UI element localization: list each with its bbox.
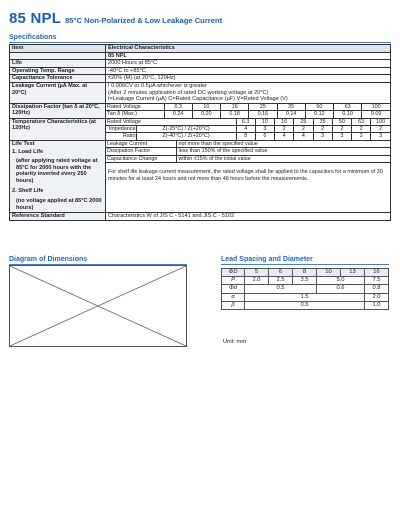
- lead-diameter-symbol: ΦD: [222, 269, 245, 277]
- criteria-name: Capacitance Change: [106, 155, 176, 162]
- life-test-title: Life Test: [12, 140, 35, 147]
- temperature-voltage: 35: [313, 119, 332, 126]
- dissipation-voltage: 10: [192, 104, 220, 111]
- missing-image-cross-icon: [10, 266, 186, 346]
- lead-p-symbol: P: [222, 277, 245, 285]
- life-test-value: [106, 140, 391, 212]
- dissipation-voltage: 63: [334, 104, 362, 111]
- characteristics-header: Electrical Characteristics: [106, 45, 391, 53]
- impedance-value: 3: [352, 133, 371, 140]
- criteria-row: [106, 155, 390, 162]
- lead-value: 1.0: [365, 301, 389, 309]
- reference-label: Reference Standard: [10, 213, 106, 221]
- series-row: [10, 52, 391, 60]
- dimension-diagram-placeholder: [9, 265, 187, 347]
- criteria-value: within ±15% of the initial value: [176, 155, 390, 162]
- lead-alpha-symbol: α: [222, 293, 245, 301]
- tan-delta-label: Tan δ (Max.): [106, 111, 164, 118]
- dissipation-voltage: 100: [362, 104, 390, 111]
- lead-beta-row: [222, 301, 389, 309]
- lead-value: 0.6: [317, 285, 365, 293]
- specifications-rule: [9, 42, 391, 43]
- temp-range-row: [10, 67, 391, 75]
- temp-range-label: Operating Temp. Range: [10, 67, 106, 75]
- impedance-value: 3: [255, 125, 274, 132]
- dissipation-voltage: 16: [221, 104, 249, 111]
- dissipation-voltage-label: Rated Voltage: [107, 103, 141, 110]
- life-test-label: [10, 140, 106, 212]
- lead-value: 7.5: [365, 277, 389, 285]
- tan-delta-value: 0.20: [192, 111, 220, 118]
- impedance-condition-40: Z(-40°C) / Z(+20°C): [136, 133, 236, 140]
- impedance-value: 2: [332, 125, 351, 132]
- dissipation-row: [10, 103, 391, 118]
- temperature-table: [106, 119, 390, 140]
- lead-d-row: [222, 285, 389, 293]
- dissipation-table: [106, 104, 390, 118]
- criteria-name: Dissipation Factor: [106, 148, 176, 155]
- leakage-label: Leakage Current (µA Max. at 20°C): [10, 82, 106, 103]
- load-life-title: 1. Load Life: [12, 149, 44, 156]
- diagram-heading: Diagram of Dimensions: [9, 256, 88, 263]
- lead-value: 0.5: [245, 285, 317, 293]
- criteria-name: Leakage Current: [107, 140, 148, 147]
- impedance-condition-25: Z(-25°C) / Z(+20°C): [136, 125, 236, 132]
- criteria-value: not more than the specified value: [176, 141, 390, 148]
- impedance-value: 4: [236, 125, 255, 132]
- lead-diameter: 13: [341, 269, 365, 277]
- lead-diameter: 8: [293, 269, 317, 277]
- temperature-voltage: 63: [352, 119, 371, 126]
- specifications-table: [9, 44, 391, 221]
- leakage-legend: I=Leakage Current (µA) C=Rated Capacitance (µF) V=Rated Voltage (V): [108, 96, 288, 103]
- impedance-value: 2: [294, 125, 313, 132]
- lead-p-row: [222, 277, 389, 285]
- tolerance-label: Capacitance Tolerance: [10, 75, 106, 83]
- lead-rule: [221, 264, 389, 265]
- temperature-label: Temperature Characteristics (at 120Hz): [10, 118, 106, 140]
- dissipation-voltage: 35: [277, 104, 305, 111]
- impedance-value: 8: [236, 133, 255, 140]
- dissipation-tan-row: [106, 111, 390, 118]
- tan-delta-value: 0.24: [164, 111, 192, 118]
- specifications-heading: Specifications: [9, 34, 57, 41]
- lead-value: 1.5: [245, 293, 365, 301]
- lead-diameter: 5: [245, 269, 269, 277]
- dissipation-voltage: 6.3: [164, 104, 192, 111]
- lead-header-row: [222, 269, 389, 277]
- lead-heading: Lead Spacing and Diameter: [221, 256, 313, 263]
- life-label: Life: [10, 60, 106, 68]
- load-life-description: (after applying rated voltage at 85°C for 2000 hours with the polarity inverted every 250 hours): [16, 157, 98, 184]
- lead-value: 0.5: [245, 301, 365, 309]
- dissipation-label: Dissipation Factor (tan δ at 20°C, 120Hz): [10, 103, 106, 118]
- temperature-voltage: 100: [371, 119, 390, 126]
- lead-diameter: 6: [269, 269, 293, 277]
- tolerance-value: ±20% (M) (at 20°C, 120Hz): [106, 75, 391, 83]
- spec-header-row: [10, 45, 391, 53]
- temperature-voltage-row: [106, 119, 390, 126]
- tan-delta-value: 0.18: [221, 111, 249, 118]
- impedance-label: Impedance: [106, 125, 136, 132]
- lead-value: 0.8: [365, 285, 389, 293]
- lead-value: 2.5: [269, 277, 293, 285]
- lead-diameter: 16: [365, 269, 389, 277]
- model-name: 85 NPL: [9, 10, 62, 27]
- shelf-life-description: (no voltage applied at 85°C 2000 hours): [16, 197, 102, 211]
- impedance-value: 3: [332, 133, 351, 140]
- life-test-criteria-table: [106, 141, 390, 162]
- leakage-condition: (After 2 minutes application of rated DC working voltage at 20°C): [108, 89, 269, 96]
- tan-delta-value: 0.14: [277, 111, 305, 118]
- temperature-voltage-label: Rated Voltage: [107, 118, 141, 125]
- temp-range-value: -40°C to +85°C: [106, 67, 391, 75]
- lead-d-symbol: Φd: [222, 285, 245, 293]
- impedance-value: 2: [275, 125, 294, 132]
- reference-row: [10, 213, 391, 221]
- temperature-voltage: 10: [255, 119, 274, 126]
- series-label: [10, 52, 106, 60]
- dissipation-voltage-row: [106, 104, 390, 111]
- tolerance-row: [10, 75, 391, 83]
- series-value: 85 NPL: [106, 52, 391, 60]
- temperature-voltage: 25: [294, 119, 313, 126]
- lead-unit: Unit: mm: [223, 339, 247, 345]
- dissipation-voltage: 25: [249, 104, 277, 111]
- impedance-row-40: [106, 133, 390, 140]
- dissipation-voltage: 50: [305, 104, 333, 111]
- tan-delta-value: 0.10: [334, 111, 362, 118]
- impedance-value: 2: [371, 125, 390, 132]
- temperature-value: [106, 118, 391, 140]
- temperature-voltage: 6.3: [236, 119, 255, 126]
- shelf-life-title: 2. Shelf Life: [12, 188, 44, 195]
- criteria-value: less than 150% of the specified value: [176, 148, 390, 155]
- lead-beta-symbol: β: [222, 301, 245, 309]
- life-row: [10, 60, 391, 68]
- leakage-value: [106, 82, 391, 103]
- shelf-life-note: For shelf life leakage current measurement, the rated voltage shall be applied to the capacitors for a minimum of 30 minutes for at least 24 hours and not more than 48 hours before the measurements.: [106, 162, 390, 184]
- lead-value: 2.0: [245, 277, 269, 285]
- tan-delta-value: 0.12: [305, 111, 333, 118]
- lead-value: 5.0: [317, 277, 365, 285]
- reference-value: Characteristics W of JIS C - 5141 and JIS C - 5102: [106, 213, 391, 221]
- tan-delta-value: 0.16: [249, 111, 277, 118]
- lead-spacing-table: [221, 268, 389, 310]
- temperature-voltage: 50: [332, 119, 351, 126]
- criteria-row: [106, 141, 390, 148]
- lead-diameter: 10: [317, 269, 341, 277]
- leakage-row: [10, 82, 391, 103]
- model-subtitle: 85°C Non-Polarized & Low Leakage Current: [65, 16, 223, 25]
- temperature-voltage: 16: [275, 119, 294, 126]
- lead-value: 3.5: [293, 277, 317, 285]
- impedance-row-25: [106, 125, 390, 132]
- tan-delta-value: 0.09: [362, 111, 390, 118]
- dissipation-value: [106, 103, 391, 118]
- criteria-row: [106, 148, 390, 155]
- impedance-value: 6: [255, 133, 274, 140]
- ratio-label: Ratio: [106, 133, 136, 140]
- life-test-row: [10, 140, 391, 212]
- lead-value: 2.0: [365, 293, 389, 301]
- lead-alpha-row: [222, 293, 389, 301]
- impedance-value: 2: [313, 125, 332, 132]
- life-value: 2000 Hours at 85°C: [106, 60, 391, 68]
- impedance-value: 4: [294, 133, 313, 140]
- temperature-row: [10, 118, 391, 140]
- impedance-value: 3: [313, 133, 332, 140]
- impedance-value: 4: [275, 133, 294, 140]
- item-header: Item: [10, 45, 106, 53]
- impedance-value: 2: [352, 125, 371, 132]
- leakage-formula: I 0.006CV or 0.5µA whichever is greater: [108, 82, 207, 89]
- impedance-value: 3: [371, 133, 390, 140]
- page-title: [9, 10, 222, 28]
